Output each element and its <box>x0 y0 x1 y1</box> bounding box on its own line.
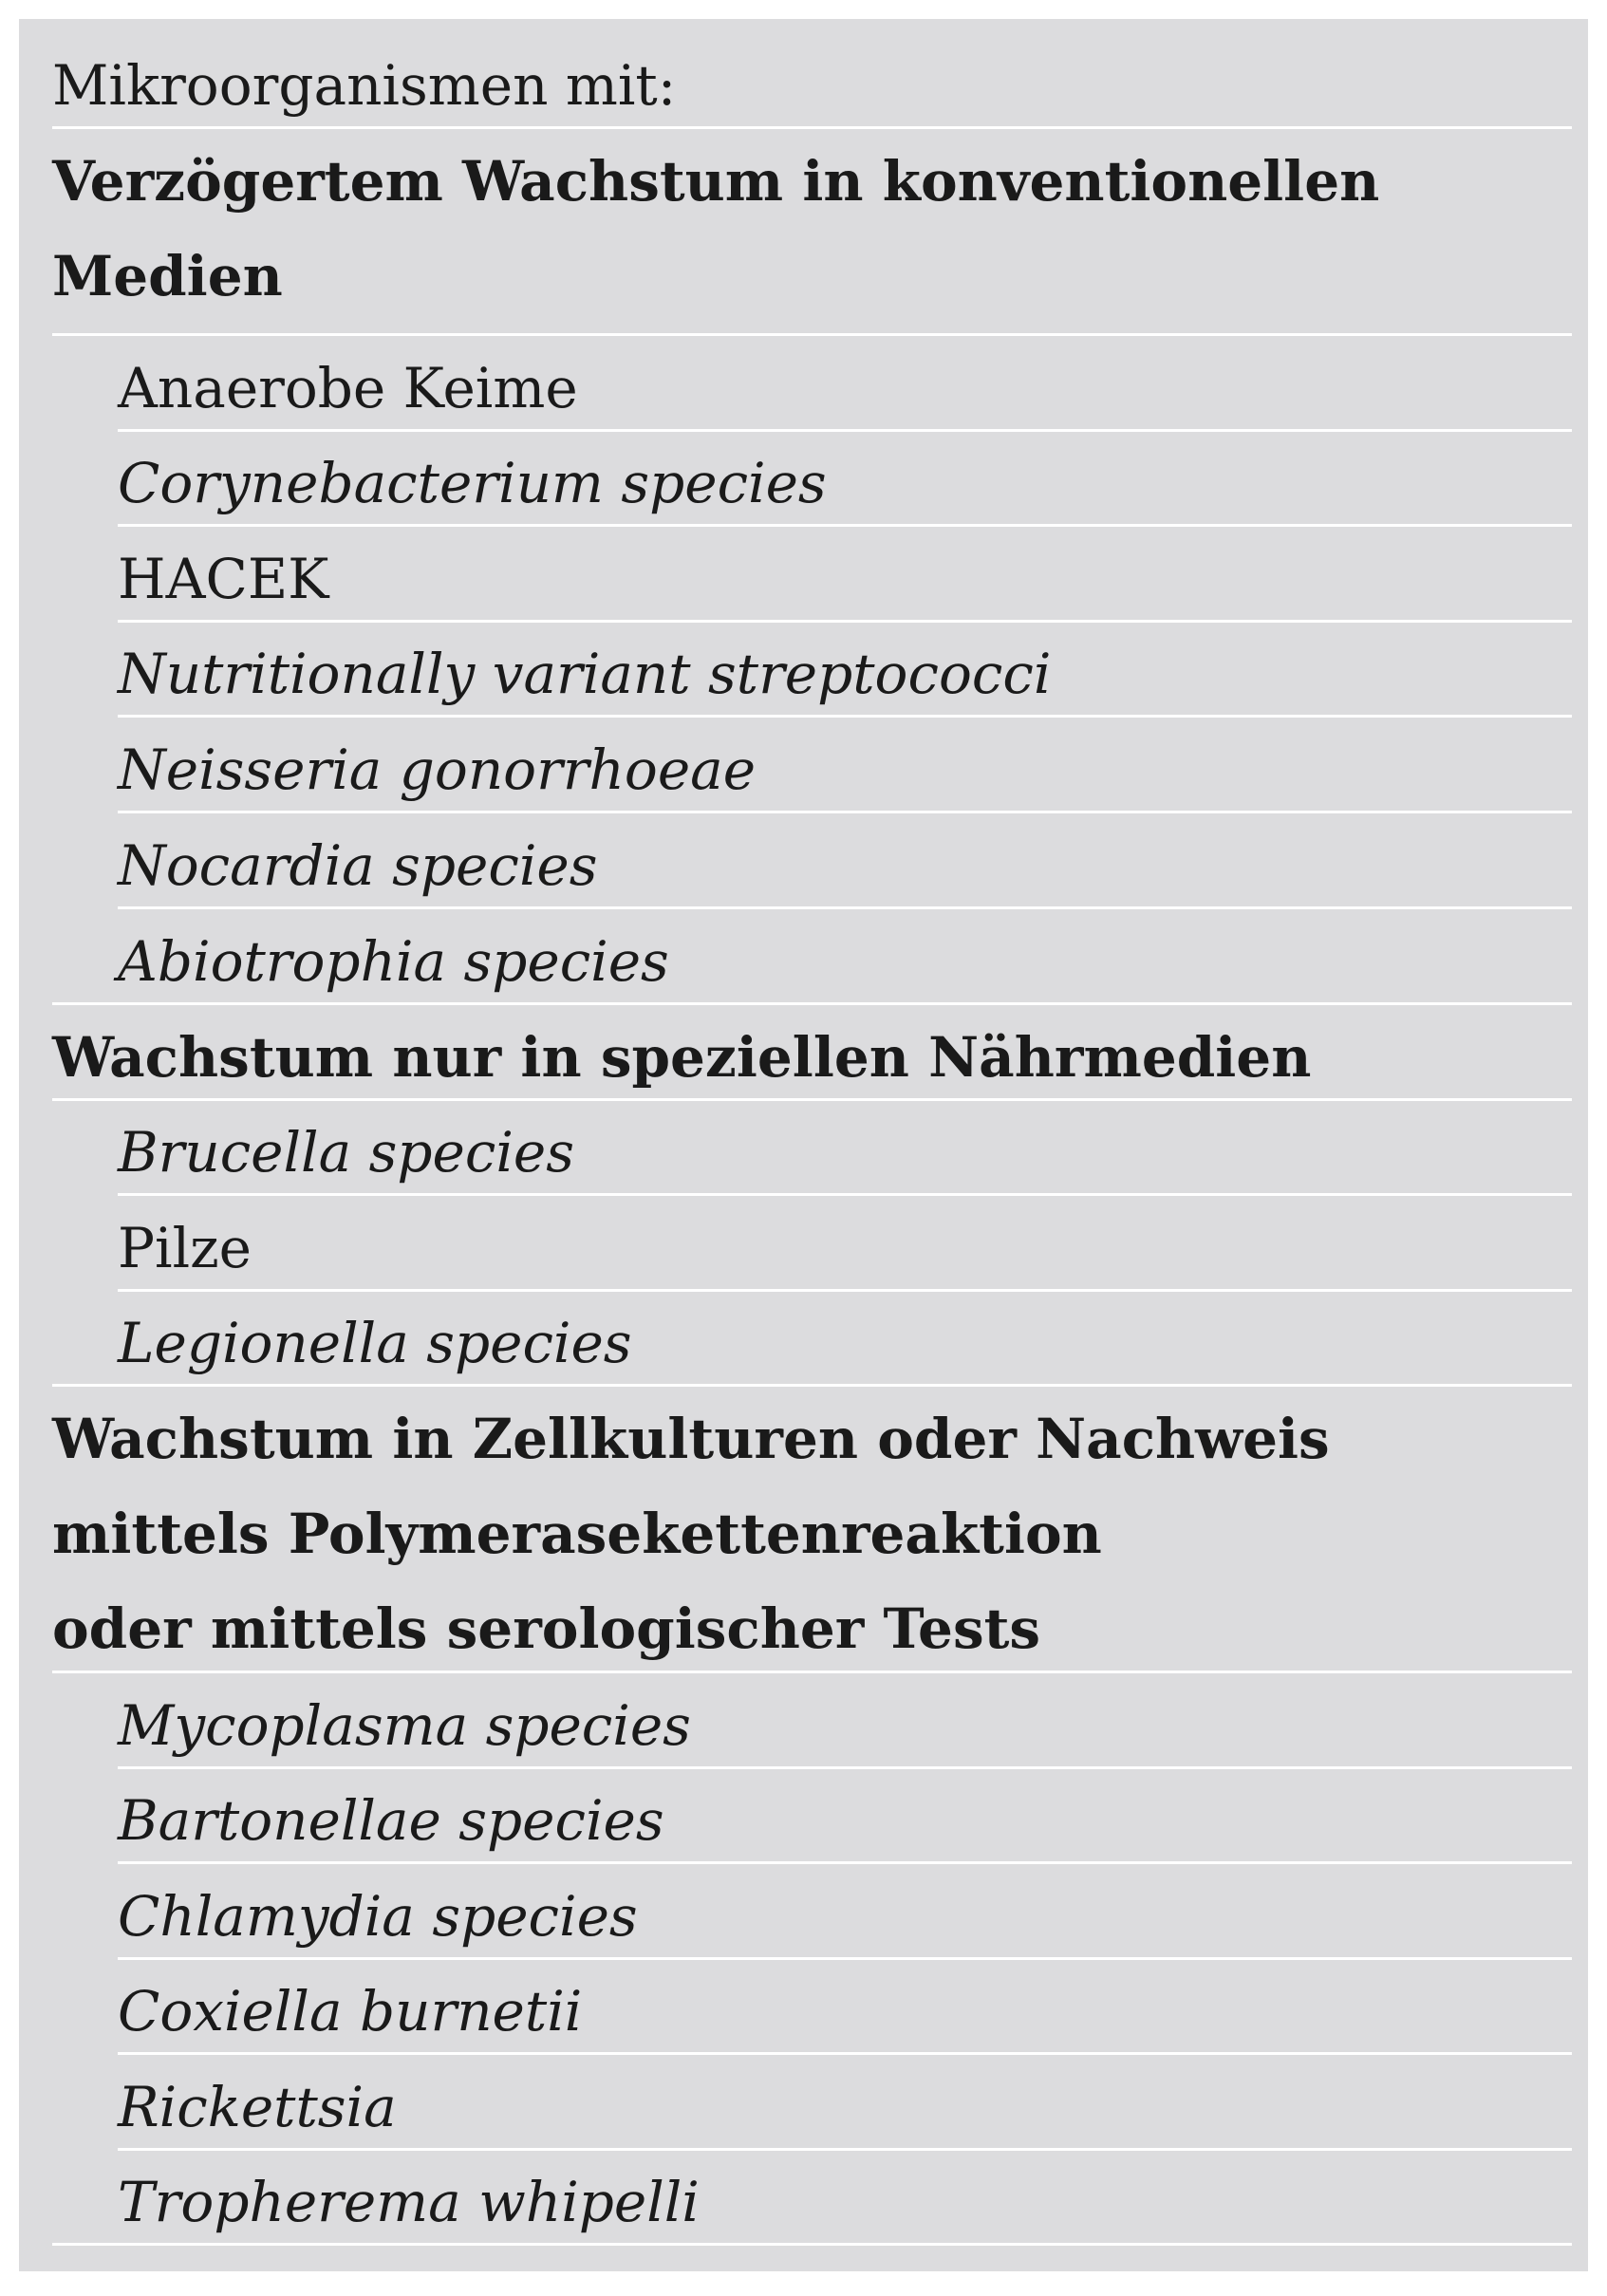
intro-row <box>52 19 1572 129</box>
item-text: Rickettsia <box>118 2075 397 2139</box>
item-text: Anaerobe Keime <box>118 356 578 420</box>
item-text: Neisseria gonorrhoeae <box>118 737 757 802</box>
group-2-item <box>118 1101 1572 1196</box>
item-text: Nocardia species <box>118 833 598 898</box>
item-text: Brucella species <box>118 1120 574 1185</box>
group-1-item <box>118 336 1572 432</box>
item-text: Abiotrophia species <box>118 929 669 994</box>
item-text: Chlamydia species <box>118 1884 638 1949</box>
group-3-item <box>118 1769 1572 1864</box>
item-text: Legionella species <box>118 1311 632 1375</box>
group-3-item <box>118 1960 1572 2055</box>
group-1-item <box>52 909 1572 1005</box>
item-text: Coxiella burnetii <box>118 1979 583 2044</box>
item-text: HACEK <box>118 547 329 611</box>
item-text: Tropherema whipelli <box>118 2170 700 2234</box>
group-2-heading-line-1: Wachstum nur in speziellen Nährmedien <box>52 1025 1312 1090</box>
group-2-heading-row <box>52 1005 1572 1101</box>
item-text: Corynebacterium species <box>118 451 827 515</box>
group-3-heading-line-3: oder mittels serologischer Tests <box>52 1596 1041 1661</box>
group-3-item <box>118 1673 1572 1769</box>
group-2-item <box>52 1292 1572 1387</box>
group-1-heading-line-2: Medien <box>52 244 283 308</box>
group-3-item <box>52 2151 1572 2246</box>
group-3-heading-line-2: mittels Polymerasekettenreaktion <box>52 1502 1102 1566</box>
group-3-heading-row <box>52 1387 1572 1673</box>
group-1-item <box>118 718 1572 813</box>
group-1-item <box>118 623 1572 718</box>
item-text: Pilze <box>118 1216 252 1280</box>
group-1-heading-line-1: Verzögertem Wachstum in konventionellen <box>52 149 1380 214</box>
intro-text: Mikroorganismen mit: <box>52 53 677 118</box>
item-text: Nutritionally variant streptococci <box>118 642 1052 706</box>
group-1-item <box>118 813 1572 909</box>
item-text: Bartonellae species <box>118 1788 664 1853</box>
group-1-heading-row <box>52 129 1572 336</box>
group-2-item <box>118 1196 1572 1292</box>
group-1-item <box>118 527 1572 623</box>
item-text: Mycoplasma species <box>118 1693 691 1758</box>
group-3-item <box>118 1864 1572 1960</box>
group-3-heading-line-1: Wachstum in Zellkulturen oder Nachweis <box>52 1407 1330 1471</box>
info-box <box>19 19 1588 2271</box>
group-1-item <box>118 432 1572 527</box>
group-3-item <box>118 2055 1572 2151</box>
